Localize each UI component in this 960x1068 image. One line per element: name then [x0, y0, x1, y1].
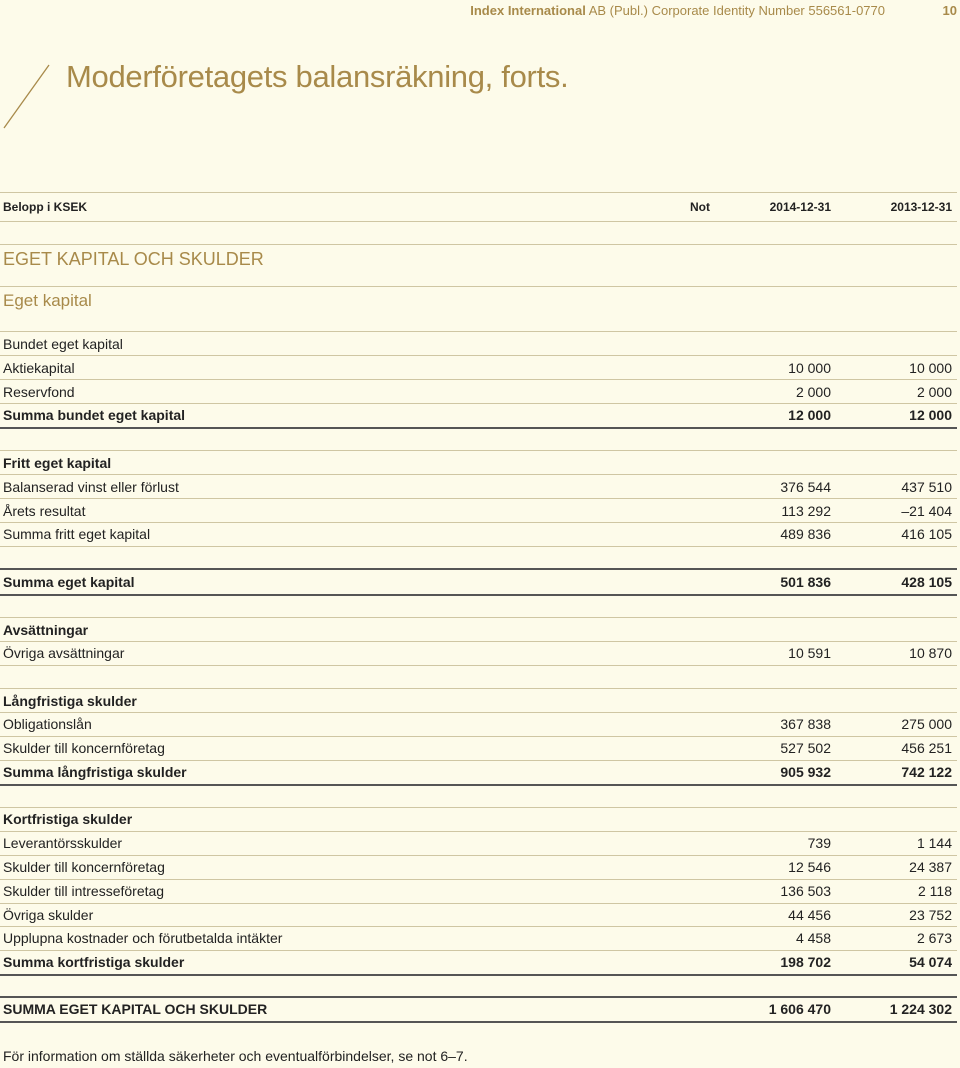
divider — [0, 192, 957, 193]
divider — [0, 568, 957, 570]
divider — [0, 903, 957, 904]
divider — [0, 450, 957, 451]
divider — [0, 1021, 957, 1023]
divider — [0, 736, 957, 737]
divider — [0, 855, 957, 856]
divider — [0, 403, 957, 404]
divider — [0, 784, 957, 786]
divider — [0, 286, 957, 287]
divider — [0, 355, 957, 356]
note-column-header: Not — [690, 200, 710, 214]
divider — [0, 427, 957, 429]
divider — [0, 879, 957, 880]
divider — [0, 950, 957, 951]
footnote: För information om ställda säkerheter och eventualförbindelser, se not 6–7. — [3, 1048, 468, 1064]
decorative-slash-icon — [3, 64, 51, 130]
divider — [0, 331, 957, 332]
divider — [0, 244, 957, 245]
company-info — [470, 3, 885, 19]
divider — [0, 641, 957, 642]
divider — [0, 522, 957, 523]
company-id: AB (Publ.) Corporate Identity Number 556561-0770 — [585, 3, 885, 18]
divider — [0, 498, 957, 499]
divider — [0, 594, 957, 596]
page-header — [0, 3, 960, 21]
company-name: Index International — [470, 3, 586, 18]
page-number: 10 — [942, 3, 957, 18]
divider — [0, 546, 957, 547]
divider — [0, 379, 957, 380]
divider — [0, 221, 957, 222]
divider — [0, 665, 957, 666]
divider — [0, 831, 957, 832]
amount-unit-label: Belopp i KSEK — [3, 200, 88, 214]
divider — [0, 617, 957, 618]
divider — [0, 688, 957, 689]
column-header-2014: 2014-12-31 — [769, 200, 831, 214]
divider — [0, 996, 957, 998]
divider — [0, 974, 957, 976]
divider — [0, 926, 957, 927]
divider — [0, 474, 957, 475]
divider — [0, 712, 957, 713]
column-header-2013: 2013-12-31 — [890, 200, 952, 214]
divider — [0, 807, 957, 808]
page-title: Moderföretagets balansräkning, forts. — [66, 59, 569, 94]
divider — [0, 760, 957, 761]
